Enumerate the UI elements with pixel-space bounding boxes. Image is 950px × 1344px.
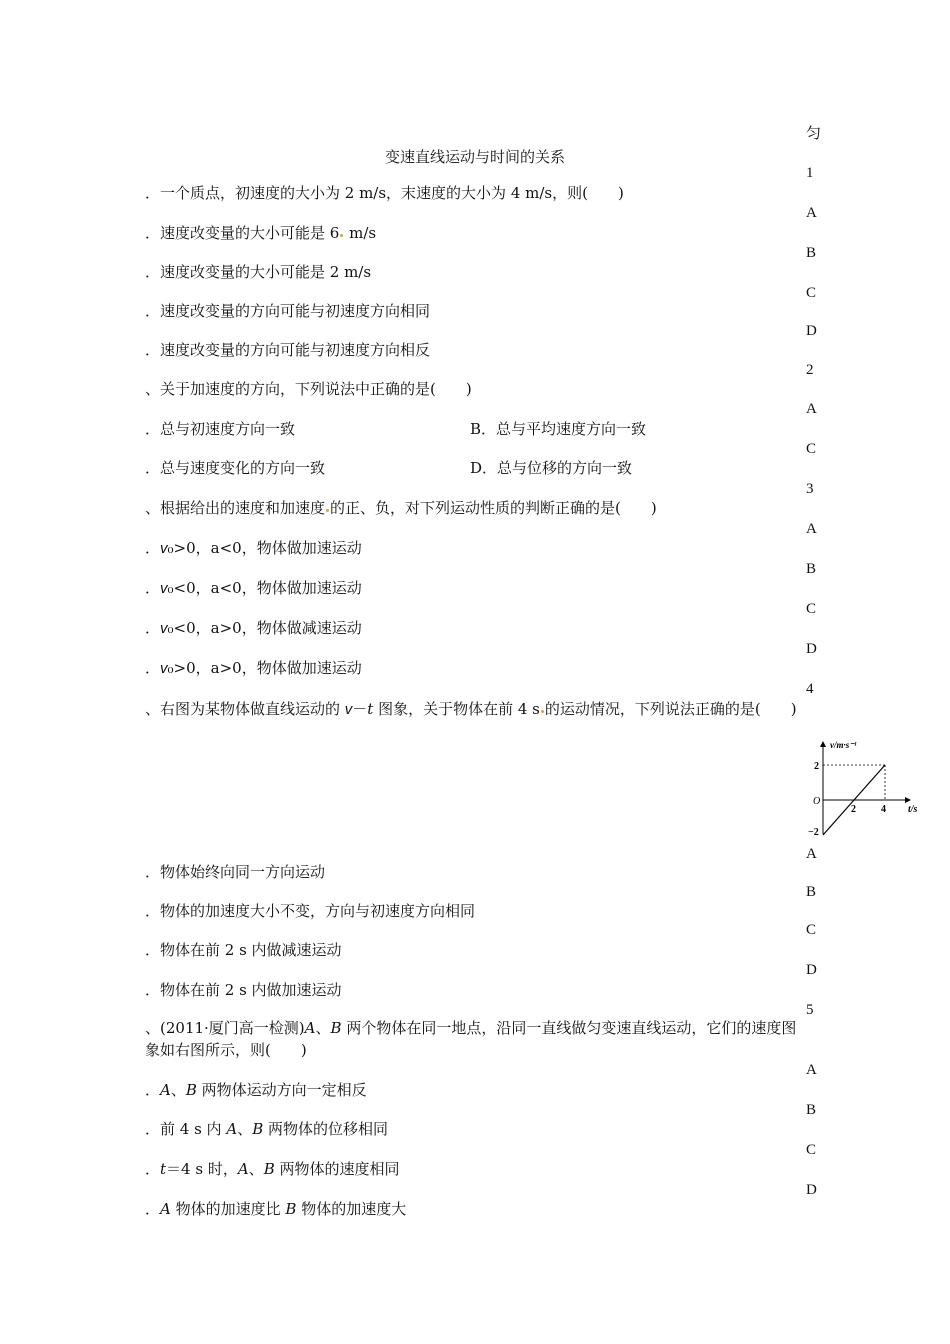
q5-option-a: ．A、B 两物体运动方向一定相反 xyxy=(145,1081,367,1099)
q2-stem: 、关于加速度的方向，下列说法中正确的是( ) xyxy=(145,380,472,398)
side-label: B xyxy=(806,245,817,261)
side-label: 匀 xyxy=(806,126,822,142)
side-label: C xyxy=(806,285,817,301)
q4-option-c: ．物体在前 2 s 内做减速运动 xyxy=(145,941,342,959)
x-tick-label: 2 xyxy=(851,804,856,815)
dot-mark xyxy=(340,234,343,237)
side-label: A xyxy=(806,401,817,417)
side-label: A xyxy=(806,205,817,221)
q5-option-b: ．前 4 s 内 A、B 两物体的位移相同 xyxy=(145,1120,388,1138)
side-label: D xyxy=(806,962,817,978)
q4-option-d: ．物体在前 2 s 内做加速运动 xyxy=(145,981,342,999)
dot-mark xyxy=(541,710,544,713)
q1-option-b: ．速度改变量的大小可能是 2 m/s xyxy=(145,263,372,281)
side-label: B xyxy=(806,1102,817,1118)
side-label: C xyxy=(806,922,817,938)
dot-mark xyxy=(326,509,329,512)
q5-stem: 、(2011·厦门高一检测)A、B 两个物体在同一地点，沿同一直线做匀变速直线运动，它们的速度图象如右图所示，则( ) xyxy=(145,1019,797,1059)
y-tick-label: −2 xyxy=(808,827,819,838)
vt-graph xyxy=(806,736,926,840)
q2-option-b: B．总与平均速度方向一致 xyxy=(470,420,647,438)
q2-option-d: D．总与位移的方向一致 xyxy=(470,459,633,477)
side-label: 5 xyxy=(806,1002,814,1018)
q1-option-a: ．速度改变量的大小可能是 6 m/s xyxy=(145,224,377,242)
side-label: 2 xyxy=(806,362,814,378)
side-label: D xyxy=(806,641,817,657)
side-label: D xyxy=(806,1182,817,1198)
q3-option-a: ．v₀>0，a<0，物体做加速运动 xyxy=(145,539,362,557)
side-label: 4 xyxy=(806,681,814,697)
side-label: A xyxy=(806,521,817,537)
q3-option-b: ．v₀<0，a<0，物体做加速运动 xyxy=(145,579,362,597)
side-label: B xyxy=(806,884,817,900)
side-label: B xyxy=(806,561,817,577)
side-label: D xyxy=(806,323,817,339)
q4-option-b: ．物体的加速度大小不变，方向与初速度方向相同 xyxy=(145,902,476,920)
q4-stem: 、右图为某物体做直线运动的 v－t 图象，关于物体在前 4 s 的运动情况，下列说法正确的是( ) xyxy=(145,700,797,718)
side-label: A xyxy=(806,1062,817,1078)
q4-option-a: ．物体始终向同一方向运动 xyxy=(145,863,326,881)
side-label: 3 xyxy=(806,481,814,497)
side-label: C xyxy=(806,601,817,617)
q3-option-d: ．v₀>0，a>0，物体做加速运动 xyxy=(145,659,362,677)
q1-option-d: ．速度改变量的方向可能与初速度方向相反 xyxy=(145,341,431,359)
q3-stem: 、根据给出的速度和加速度 的正、负，对下列运动性质的判断正确的是( ) xyxy=(145,499,657,517)
side-label: 1 xyxy=(806,165,814,181)
q2-option-a: ．总与初速度方向一致 xyxy=(145,420,296,438)
origin-label: O xyxy=(813,796,821,807)
q3-option-c: ．v₀<0，a>0，物体做减速运动 xyxy=(145,619,362,637)
side-label: C xyxy=(806,1142,817,1158)
x-tick-label: 4 xyxy=(881,804,886,815)
y-tick-label: 2 xyxy=(814,761,819,772)
q1-stem: ．一个质点，初速度的大小为 2 m/s，末速度的大小为 4 m/s，则( ) xyxy=(145,184,624,202)
q2-option-c: ．总与速度变化的方向一致 xyxy=(145,459,326,477)
q5-option-d: ．A 物体的加速度比 B 物体的加速度大 xyxy=(145,1200,407,1218)
page-title: 变速直线运动与时间的关系 xyxy=(384,148,565,166)
side-label: C xyxy=(806,441,817,457)
side-label: A xyxy=(806,846,817,862)
q1-option-c: ．速度改变量的方向可能与初速度方向相同 xyxy=(145,302,431,320)
y-axis-label: v/m·s⁻¹ xyxy=(830,740,857,750)
q5-option-c: ．t＝4 s 时，A、B 两物体的速度相同 xyxy=(145,1160,400,1178)
x-axis-label: t/s xyxy=(908,804,918,815)
